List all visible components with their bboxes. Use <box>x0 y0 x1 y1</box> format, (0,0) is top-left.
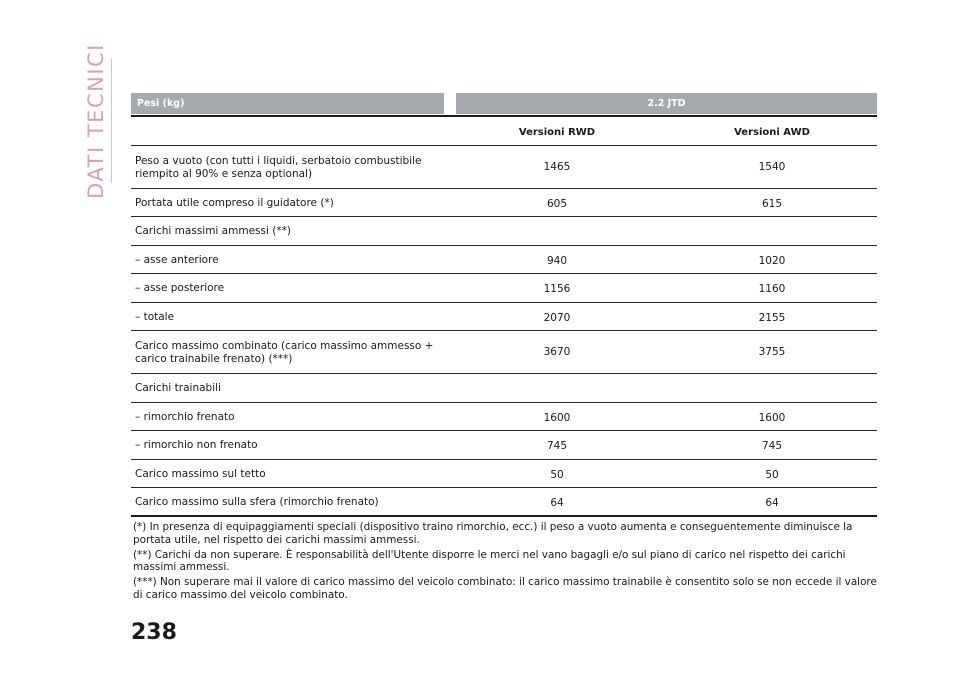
column-header-row <box>131 117 877 146</box>
table-row <box>131 217 877 246</box>
awd-value: 3755 <box>758 346 786 358</box>
table-row <box>131 274 877 303</box>
rwd-value: 50 <box>550 469 564 481</box>
column-rwd: Versioni RWD <box>518 127 596 138</box>
row-label: Carico massimo sulla sfera (rimorchio frenato) <box>135 496 379 508</box>
rwd-value: 1600 <box>543 412 571 424</box>
weights-table <box>131 117 877 517</box>
footnote: (*) In presenza di equipaggiamenti speciali (dispositivo traino rimorchio, ecc.) il peso a vuoto aumenta e conseguentemente diminuisce la portata utile, nel rispetto dei carichi massimi ammessi. <box>133 521 853 546</box>
section-title <box>84 42 109 199</box>
table-row <box>131 331 877 374</box>
column-awd: Versioni AWD <box>734 127 810 138</box>
row-label: – asse posteriore <box>135 282 225 294</box>
row-label: Carichi massimi ammessi (**) <box>135 225 291 237</box>
table-header-engine: 2.2 JTD <box>456 93 877 114</box>
footnote: (***) Non superare mai il valore di carico massimo del veicolo combinato: il carico massimo trainabile è consentito solo se non eccede il valore di carico massimo del veicolo combinato. <box>133 576 877 601</box>
rwd-value: 64 <box>550 497 564 509</box>
table-row <box>131 146 877 189</box>
section-divider <box>111 58 112 183</box>
row-label: Carichi trainabili <box>135 382 221 394</box>
rwd-value: 1156 <box>543 283 571 295</box>
table-row <box>131 460 877 488</box>
awd-value: 1160 <box>758 283 786 295</box>
row-label: Portata utile compreso il guidatore (*) <box>135 197 334 209</box>
table-row <box>131 488 877 517</box>
awd-value: 50 <box>765 469 779 481</box>
awd-value: 1540 <box>758 161 786 173</box>
rwd-value: 2070 <box>543 312 571 324</box>
awd-value: 1600 <box>758 412 786 424</box>
footnotes <box>133 521 883 604</box>
table-row <box>131 246 877 274</box>
table-row <box>131 431 877 460</box>
row-label: Peso a vuoto (con tutti i liquidi, serbatoio combustibile riempito al 90% e senza optional) <box>135 155 422 180</box>
rwd-value: 940 <box>546 255 568 267</box>
rwd-value: 1465 <box>543 161 571 173</box>
awd-value: 615 <box>761 198 783 210</box>
table-row <box>131 303 877 331</box>
awd-value: 2155 <box>758 312 786 324</box>
row-label: Carico massimo sul tetto <box>135 468 266 480</box>
rwd-value: 605 <box>546 198 568 210</box>
row-label: Carico massimo combinato (carico massimo ammesso + carico trainabile frenato) (***) <box>135 340 434 365</box>
row-label: – totale <box>135 311 175 323</box>
row-label: – rimorchio frenato <box>135 411 235 423</box>
rwd-value: 3670 <box>543 346 571 358</box>
rwd-value: 745 <box>546 440 568 452</box>
table-row <box>131 374 877 403</box>
awd-value: 64 <box>765 497 779 509</box>
row-label: – asse anteriore <box>135 254 219 266</box>
awd-value: 745 <box>761 440 783 452</box>
section-title-text: DATI TECNICI <box>84 42 109 199</box>
row-label: – rimorchio non frenato <box>135 439 258 451</box>
footnote: (**) Carichi da non superare. È responsabilità dell'Utente disporre le merci nel vano bagagli e/o sul piano di carico nel rispetto dei carichi massimi ammessi. <box>133 548 846 574</box>
awd-value: 1020 <box>758 255 786 267</box>
table-row <box>131 189 877 217</box>
table-header-weights: Pesi (kg) <box>131 93 444 114</box>
table-row <box>131 403 877 431</box>
page-number: 238 <box>131 620 177 645</box>
